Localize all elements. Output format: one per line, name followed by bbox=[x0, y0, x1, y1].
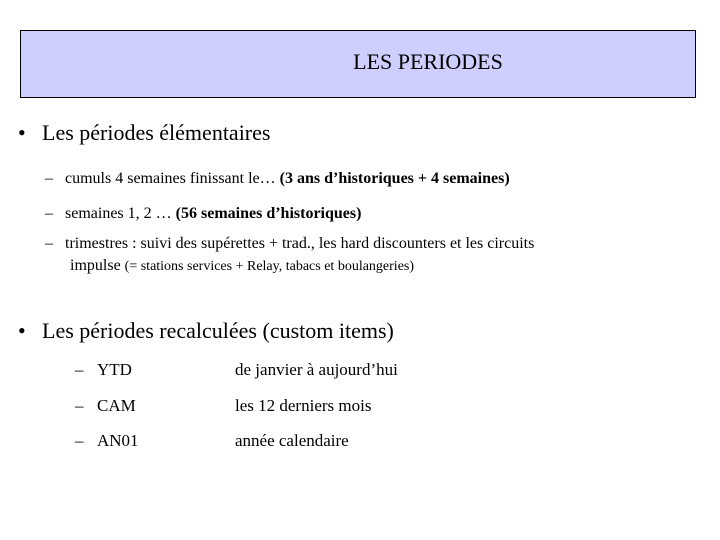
dash-icon: – bbox=[75, 431, 84, 450]
bullet-elementary-periods bbox=[18, 120, 270, 146]
sub-item-small: (= stations services + Relay, tabacs et boulangeries) bbox=[124, 259, 415, 274]
page-title: LES PERIODES bbox=[353, 49, 503, 74]
dash-icon: – bbox=[45, 170, 53, 187]
bullet-custom-periods bbox=[18, 318, 394, 344]
sub-item-bold: (56 semaines d’historiques) bbox=[175, 205, 362, 222]
bullet-icon: • bbox=[18, 318, 26, 343]
sub-item-text: trimestres : suivi des supérettes + trad., les hard discounters et les circuits bbox=[65, 235, 535, 252]
dash-icon: – bbox=[45, 205, 53, 222]
sub-item-text: cumuls 4 semaines finissant le… bbox=[65, 170, 280, 187]
sub-item-bold: (3 ans d’historiques + 4 semaines) bbox=[279, 170, 510, 187]
title-banner bbox=[20, 30, 696, 98]
dash-icon: – bbox=[75, 360, 84, 379]
sub-item-trimestres bbox=[45, 233, 685, 278]
bullet-label: Les périodes élémentaires bbox=[42, 120, 271, 145]
bullet-icon: • bbox=[18, 120, 26, 145]
sub-item-text: semaines 1, 2 … bbox=[65, 205, 176, 222]
bullet-label: Les périodes recalculées (custom items) bbox=[42, 318, 394, 343]
row-code: AN01 bbox=[97, 431, 139, 450]
row-desc: année calendaire bbox=[235, 431, 349, 450]
row-desc: les 12 derniers mois bbox=[235, 396, 372, 415]
row-code: CAM bbox=[97, 396, 136, 415]
dash-icon: – bbox=[75, 396, 84, 415]
sub-item-semaines bbox=[45, 203, 361, 225]
row-desc: de janvier à aujourd’hui bbox=[235, 360, 398, 379]
row-code: YTD bbox=[97, 360, 132, 379]
dash-icon: – bbox=[45, 235, 53, 252]
sub-item-cumuls bbox=[45, 168, 510, 190]
sub-item-line2: impulse bbox=[70, 257, 125, 274]
